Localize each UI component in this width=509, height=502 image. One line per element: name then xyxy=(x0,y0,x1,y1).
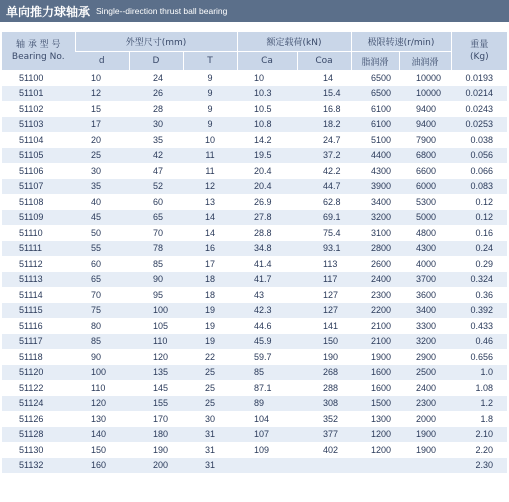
table-body xyxy=(2,70,507,473)
cell-weight: 2.30 xyxy=(451,458,507,474)
cell-T: 19 xyxy=(183,303,237,319)
cell-d: 90 xyxy=(75,349,129,365)
cell-D: 26 xyxy=(129,86,183,102)
cell-d: 60 xyxy=(75,256,129,272)
cell-ca: 107 xyxy=(237,427,297,443)
cell-weight: 2.10 xyxy=(451,427,507,443)
cell-D: 90 xyxy=(129,272,183,288)
cell-ca: 41.7 xyxy=(237,272,297,288)
cell-coa: 288 xyxy=(297,380,351,396)
cell-T: 13 xyxy=(183,194,237,210)
cell-D: 35 xyxy=(129,132,183,148)
cell-weight: 1.8 xyxy=(451,411,507,427)
cell-oil-speed: 3700 xyxy=(399,272,451,288)
cell-d: 150 xyxy=(75,442,129,458)
cell-d: 130 xyxy=(75,411,129,427)
cell-ca: 28.8 xyxy=(237,225,297,241)
header-model-cn: 轴 承 型 号 xyxy=(15,40,61,50)
cell-oil-speed: 5000 xyxy=(399,210,451,226)
table-row xyxy=(2,117,507,133)
cell-ca: 34.8 xyxy=(237,241,297,257)
cell-grease-speed: 4400 xyxy=(351,148,399,164)
cell-oil-speed: 4000 xyxy=(399,256,451,272)
cell-bearing-no: 51124 xyxy=(2,396,75,412)
header-oil: 油润滑 xyxy=(399,52,451,71)
table-row xyxy=(2,396,507,412)
cell-d: 30 xyxy=(75,163,129,179)
cell-bearing-no: 51110 xyxy=(2,225,75,241)
cell-bearing-no: 51122 xyxy=(2,380,75,396)
cell-d: 10 xyxy=(75,70,129,86)
cell-d: 65 xyxy=(75,272,129,288)
cell-ca: 59.7 xyxy=(237,349,297,365)
header-d: d xyxy=(75,52,129,71)
cell-oil-speed: 7900 xyxy=(399,132,451,148)
cell-ca: 14.2 xyxy=(237,132,297,148)
cell-T: 30 xyxy=(183,411,237,427)
cell-D: 100 xyxy=(129,303,183,319)
cell-bearing-no: 51126 xyxy=(2,411,75,427)
cell-bearing-no: 51100 xyxy=(2,70,75,86)
cell-bearing-no: 51128 xyxy=(2,427,75,443)
cell-coa: 190 xyxy=(297,349,351,365)
cell-bearing-no: 51102 xyxy=(2,101,75,117)
cell-weight: 0.056 xyxy=(451,148,507,164)
table-row xyxy=(2,194,507,210)
cell-D: 200 xyxy=(129,458,183,474)
cell-grease-speed: 6100 xyxy=(351,101,399,117)
cell-T: 18 xyxy=(183,287,237,303)
cell-T: 31 xyxy=(183,442,237,458)
table-row xyxy=(2,86,507,102)
cell-weight: 0.12 xyxy=(451,194,507,210)
cell-weight: 0.038 xyxy=(451,132,507,148)
table-row xyxy=(2,241,507,257)
cell-grease-speed: 2300 xyxy=(351,287,399,303)
cell-coa: 117 xyxy=(297,272,351,288)
cell-D: 47 xyxy=(129,163,183,179)
cell-oil-speed: 2400 xyxy=(399,380,451,396)
cell-D: 42 xyxy=(129,148,183,164)
cell-d: 140 xyxy=(75,427,129,443)
table-row xyxy=(2,458,507,474)
cell-bearing-no: 51116 xyxy=(2,318,75,334)
header-model-en: Bearing No. xyxy=(11,52,65,62)
cell-weight: 0.0214 xyxy=(451,86,507,102)
cell-coa: 69.1 xyxy=(297,210,351,226)
cell-D: 155 xyxy=(129,396,183,412)
cell-weight: 0.12 xyxy=(451,210,507,226)
cell-weight: 1.2 xyxy=(451,396,507,412)
header-T: T xyxy=(183,52,237,71)
cell-d: 55 xyxy=(75,241,129,257)
cell-bearing-no: 51118 xyxy=(2,349,75,365)
cell-grease-speed: 5100 xyxy=(351,132,399,148)
cell-D: 24 xyxy=(129,70,183,86)
cell-D: 105 xyxy=(129,318,183,334)
cell-coa: 150 xyxy=(297,334,351,350)
cell-ca: 19.5 xyxy=(237,148,297,164)
title-english: Single--direction thrust ball bearing xyxy=(96,6,228,16)
cell-ca: 10.8 xyxy=(237,117,297,133)
cell-d: 17 xyxy=(75,117,129,133)
cell-d: 12 xyxy=(75,86,129,102)
table-row xyxy=(2,163,507,179)
cell-grease-speed: 2100 xyxy=(351,318,399,334)
cell-weight: 0.433 xyxy=(451,318,507,334)
cell-weight: 0.29 xyxy=(451,256,507,272)
cell-ca: 10 xyxy=(237,70,297,86)
cell-D: 180 xyxy=(129,427,183,443)
table-row xyxy=(2,256,507,272)
cell-grease-speed: 2100 xyxy=(351,334,399,350)
cell-coa: 62.8 xyxy=(297,194,351,210)
cell-weight: 0.066 xyxy=(451,163,507,179)
cell-ca: 104 xyxy=(237,411,297,427)
table-row xyxy=(2,427,507,443)
cell-weight: 0.392 xyxy=(451,303,507,319)
cell-ca: 85 xyxy=(237,365,297,381)
cell-T: 11 xyxy=(183,148,237,164)
cell-coa: 377 xyxy=(297,427,351,443)
cell-coa: 16.8 xyxy=(297,101,351,117)
cell-weight: 0.16 xyxy=(451,225,507,241)
cell-coa: 44.7 xyxy=(297,179,351,195)
cell-ca: 45.9 xyxy=(237,334,297,350)
title-chinese: 单向推力球轴承 xyxy=(6,4,91,19)
cell-ca: 27.8 xyxy=(237,210,297,226)
cell-coa: 24.7 xyxy=(297,132,351,148)
table-row xyxy=(2,380,507,396)
cell-d: 120 xyxy=(75,396,129,412)
cell-oil-speed: 3200 xyxy=(399,334,451,350)
bearing-spec-table xyxy=(2,32,507,473)
header-D: D xyxy=(129,52,183,71)
cell-grease-speed: 1900 xyxy=(351,349,399,365)
cell-grease-speed: 2400 xyxy=(351,272,399,288)
cell-grease-speed: 4300 xyxy=(351,163,399,179)
cell-T: 9 xyxy=(183,101,237,117)
header-dimensions: 外型尺寸(mm) xyxy=(75,32,237,52)
cell-coa xyxy=(297,458,351,474)
cell-oil-speed: 2300 xyxy=(399,396,451,412)
cell-D: 85 xyxy=(129,256,183,272)
cell-bearing-no: 51103 xyxy=(2,117,75,133)
cell-D: 28 xyxy=(129,101,183,117)
header-weight xyxy=(451,32,507,70)
cell-grease-speed: 1200 xyxy=(351,442,399,458)
cell-oil-speed: 4800 xyxy=(399,225,451,241)
cell-grease-speed: 6500 xyxy=(351,70,399,86)
cell-d: 50 xyxy=(75,225,129,241)
cell-d: 20 xyxy=(75,132,129,148)
cell-coa: 308 xyxy=(297,396,351,412)
cell-T: 25 xyxy=(183,365,237,381)
header-weight-unit: (Kg) xyxy=(469,52,489,62)
cell-weight: 0.324 xyxy=(451,272,507,288)
cell-ca: 89 xyxy=(237,396,297,412)
cell-T: 12 xyxy=(183,179,237,195)
table-row xyxy=(2,411,507,427)
cell-T: 19 xyxy=(183,318,237,334)
cell-grease-speed: 1500 xyxy=(351,396,399,412)
cell-oil-speed: 1900 xyxy=(399,442,451,458)
cell-bearing-no: 51101 xyxy=(2,86,75,102)
cell-coa: 127 xyxy=(297,287,351,303)
cell-oil-speed xyxy=(399,458,451,474)
cell-weight: 1.0 xyxy=(451,365,507,381)
cell-d: 110 xyxy=(75,380,129,396)
cell-bearing-no: 51114 xyxy=(2,287,75,303)
cell-d: 45 xyxy=(75,210,129,226)
cell-weight: 0.0193 xyxy=(451,70,507,86)
cell-oil-speed: 1900 xyxy=(399,427,451,443)
table-row xyxy=(2,365,507,381)
cell-oil-speed: 5300 xyxy=(399,194,451,210)
cell-coa: 37.2 xyxy=(297,148,351,164)
cell-ca: 42.3 xyxy=(237,303,297,319)
cell-ca: 26.9 xyxy=(237,194,297,210)
table-row xyxy=(2,272,507,288)
cell-weight: 0.0253 xyxy=(451,117,507,133)
header-speed: 极限转速(r/min) xyxy=(351,32,451,52)
cell-T: 10 xyxy=(183,132,237,148)
cell-oil-speed: 4300 xyxy=(399,241,451,257)
cell-D: 135 xyxy=(129,365,183,381)
cell-d: 75 xyxy=(75,303,129,319)
cell-D: 70 xyxy=(129,225,183,241)
cell-weight: 0.24 xyxy=(451,241,507,257)
cell-D: 145 xyxy=(129,380,183,396)
cell-oil-speed: 3600 xyxy=(399,287,451,303)
cell-grease-speed: 2800 xyxy=(351,241,399,257)
cell-ca: 10.3 xyxy=(237,86,297,102)
table-row xyxy=(2,132,507,148)
header-ca: Ca xyxy=(237,52,297,71)
cell-ca xyxy=(237,458,297,474)
cell-d: 100 xyxy=(75,365,129,381)
table-row xyxy=(2,303,507,319)
cell-bearing-no: 51113 xyxy=(2,272,75,288)
cell-bearing-no: 51120 xyxy=(2,365,75,381)
header-grease: 脂润滑 xyxy=(351,52,399,71)
cell-D: 110 xyxy=(129,334,183,350)
cell-T: 14 xyxy=(183,225,237,241)
cell-grease-speed: 2600 xyxy=(351,256,399,272)
cell-D: 170 xyxy=(129,411,183,427)
cell-grease-speed: 1600 xyxy=(351,365,399,381)
header-bearing-no xyxy=(2,32,75,70)
cell-grease-speed: 3400 xyxy=(351,194,399,210)
cell-T: 25 xyxy=(183,396,237,412)
cell-T: 9 xyxy=(183,70,237,86)
table-header xyxy=(2,32,507,70)
cell-oil-speed: 2000 xyxy=(399,411,451,427)
cell-grease-speed: 2200 xyxy=(351,303,399,319)
cell-ca: 43 xyxy=(237,287,297,303)
cell-d: 160 xyxy=(75,458,129,474)
cell-ca: 109 xyxy=(237,442,297,458)
cell-T: 22 xyxy=(183,349,237,365)
header-coa: Coa xyxy=(297,52,351,71)
cell-D: 65 xyxy=(129,210,183,226)
cell-T: 31 xyxy=(183,458,237,474)
cell-coa: 402 xyxy=(297,442,351,458)
table-row xyxy=(2,225,507,241)
cell-bearing-no: 51105 xyxy=(2,148,75,164)
cell-bearing-no: 51115 xyxy=(2,303,75,319)
cell-bearing-no: 51109 xyxy=(2,210,75,226)
cell-grease-speed: 3100 xyxy=(351,225,399,241)
cell-weight: 0.46 xyxy=(451,334,507,350)
cell-T: 31 xyxy=(183,427,237,443)
cell-T: 9 xyxy=(183,117,237,133)
cell-grease-speed: 1200 xyxy=(351,427,399,443)
cell-weight: 0.083 xyxy=(451,179,507,195)
cell-grease-speed: 3900 xyxy=(351,179,399,195)
cell-coa: 14 xyxy=(297,70,351,86)
table-row xyxy=(2,101,507,117)
cell-grease-speed xyxy=(351,458,399,474)
table-row xyxy=(2,318,507,334)
cell-D: 190 xyxy=(129,442,183,458)
cell-oil-speed: 3400 xyxy=(399,303,451,319)
cell-T: 9 xyxy=(183,86,237,102)
cell-ca: 10.5 xyxy=(237,101,297,117)
cell-oil-speed: 6600 xyxy=(399,163,451,179)
cell-coa: 113 xyxy=(297,256,351,272)
cell-ca: 41.4 xyxy=(237,256,297,272)
cell-oil-speed: 2900 xyxy=(399,349,451,365)
cell-coa: 268 xyxy=(297,365,351,381)
cell-ca: 87.1 xyxy=(237,380,297,396)
cell-oil-speed: 9400 xyxy=(399,101,451,117)
cell-oil-speed: 2500 xyxy=(399,365,451,381)
cell-bearing-no: 51117 xyxy=(2,334,75,350)
cell-T: 14 xyxy=(183,210,237,226)
cell-oil-speed: 3300 xyxy=(399,318,451,334)
cell-coa: 15.4 xyxy=(297,86,351,102)
cell-T: 25 xyxy=(183,380,237,396)
cell-oil-speed: 10000 xyxy=(399,70,451,86)
cell-weight: 1.08 xyxy=(451,380,507,396)
header-load: 额定载荷(kN) xyxy=(237,32,351,52)
cell-T: 17 xyxy=(183,256,237,272)
cell-bearing-no: 51106 xyxy=(2,163,75,179)
cell-D: 95 xyxy=(129,287,183,303)
cell-D: 78 xyxy=(129,241,183,257)
cell-bearing-no: 51104 xyxy=(2,132,75,148)
cell-oil-speed: 10000 xyxy=(399,86,451,102)
table-row xyxy=(2,70,507,86)
title-bar xyxy=(0,0,509,22)
cell-coa: 18.2 xyxy=(297,117,351,133)
cell-grease-speed: 6500 xyxy=(351,86,399,102)
cell-D: 52 xyxy=(129,179,183,195)
cell-ca: 44.6 xyxy=(237,318,297,334)
cell-grease-speed: 6100 xyxy=(351,117,399,133)
cell-ca: 20.4 xyxy=(237,179,297,195)
cell-d: 15 xyxy=(75,101,129,117)
cell-coa: 93.1 xyxy=(297,241,351,257)
cell-D: 60 xyxy=(129,194,183,210)
cell-grease-speed: 1300 xyxy=(351,411,399,427)
cell-coa: 141 xyxy=(297,318,351,334)
table-row xyxy=(2,349,507,365)
cell-weight: 0.656 xyxy=(451,349,507,365)
cell-T: 11 xyxy=(183,163,237,179)
table-row xyxy=(2,210,507,226)
cell-coa: 42.2 xyxy=(297,163,351,179)
cell-T: 16 xyxy=(183,241,237,257)
cell-grease-speed: 3200 xyxy=(351,210,399,226)
cell-bearing-no: 51107 xyxy=(2,179,75,195)
cell-bearing-no: 51108 xyxy=(2,194,75,210)
cell-bearing-no: 51130 xyxy=(2,442,75,458)
cell-T: 18 xyxy=(183,272,237,288)
header-weight-cn: 重量 xyxy=(470,40,489,50)
cell-bearing-no: 51111 xyxy=(2,241,75,257)
cell-weight: 0.0243 xyxy=(451,101,507,117)
cell-d: 85 xyxy=(75,334,129,350)
cell-coa: 127 xyxy=(297,303,351,319)
cell-oil-speed: 9400 xyxy=(399,117,451,133)
cell-grease-speed: 1600 xyxy=(351,380,399,396)
cell-coa: 352 xyxy=(297,411,351,427)
cell-D: 120 xyxy=(129,349,183,365)
table-row xyxy=(2,148,507,164)
cell-d: 40 xyxy=(75,194,129,210)
cell-d: 80 xyxy=(75,318,129,334)
cell-ca: 20.4 xyxy=(237,163,297,179)
cell-D: 30 xyxy=(129,117,183,133)
table-row xyxy=(2,179,507,195)
cell-weight: 2.20 xyxy=(451,442,507,458)
cell-oil-speed: 6000 xyxy=(399,179,451,195)
cell-d: 70 xyxy=(75,287,129,303)
cell-oil-speed: 6800 xyxy=(399,148,451,164)
cell-bearing-no: 51112 xyxy=(2,256,75,272)
table-row xyxy=(2,334,507,350)
cell-T: 19 xyxy=(183,334,237,350)
cell-bearing-no: 51132 xyxy=(2,458,75,474)
table-row xyxy=(2,442,507,458)
cell-coa: 75.4 xyxy=(297,225,351,241)
cell-d: 35 xyxy=(75,179,129,195)
cell-d: 25 xyxy=(75,148,129,164)
table-row xyxy=(2,287,507,303)
cell-weight: 0.36 xyxy=(451,287,507,303)
